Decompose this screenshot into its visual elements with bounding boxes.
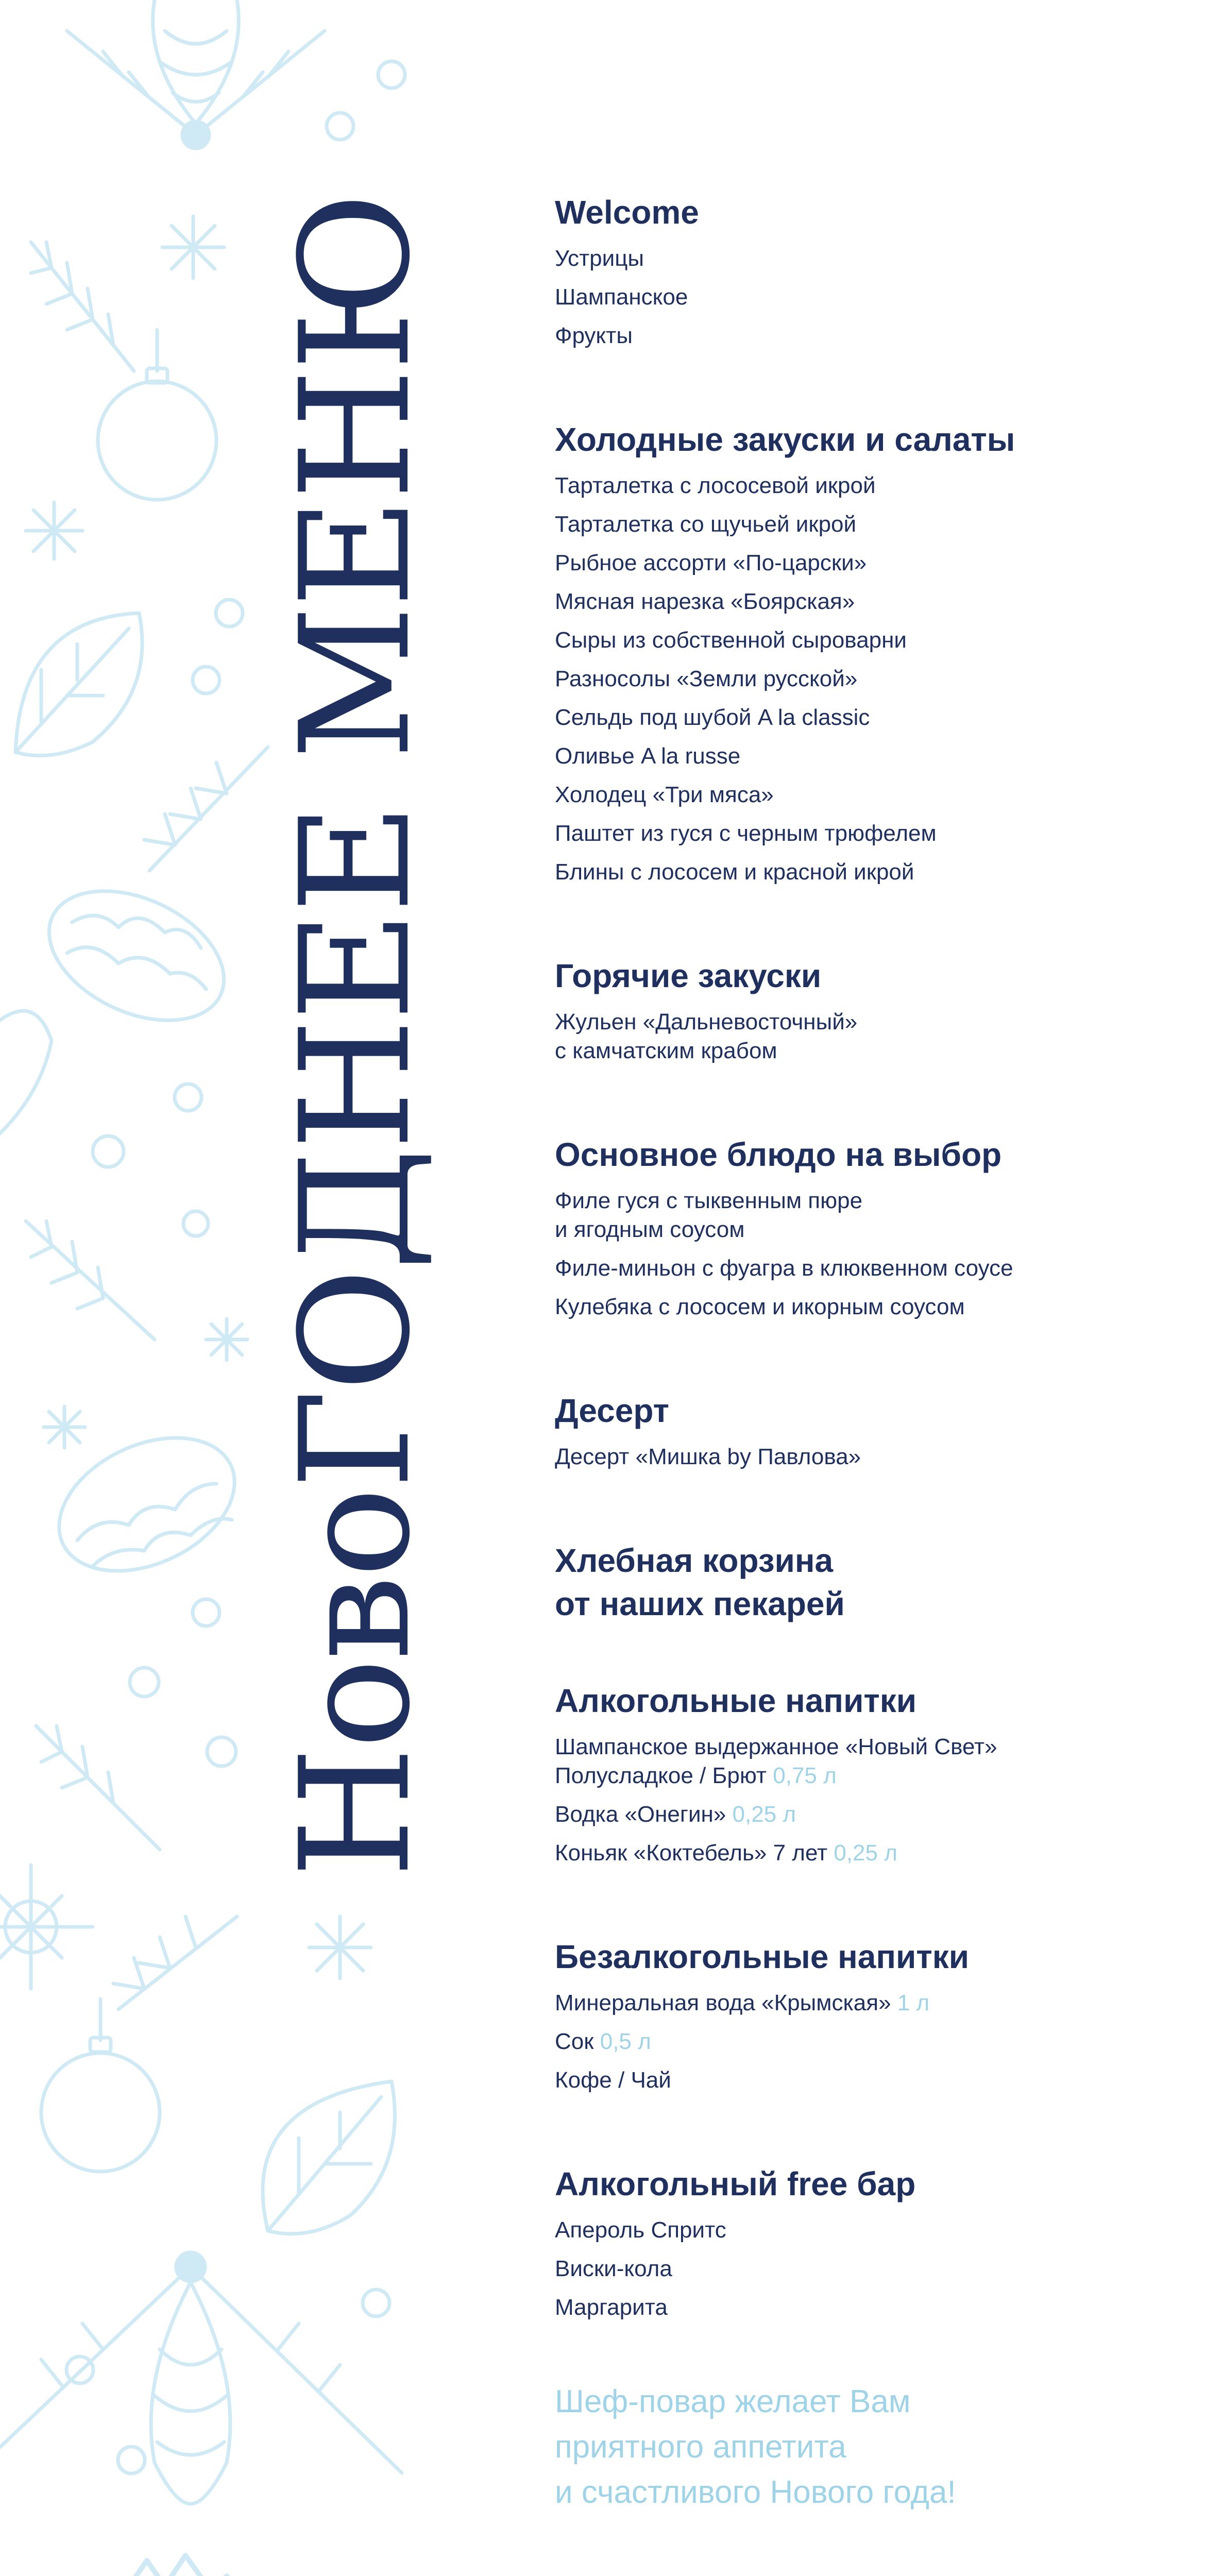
menu-item-line: с камчатским крабом — [555, 1038, 777, 1063]
christmas-ornament-icon — [41, 1999, 160, 2172]
menu-item — [555, 1800, 1199, 1829]
menu-item: Филе-миньон с фуагра в клюквенном соусе — [555, 1256, 1013, 1281]
menu-item: Рыбное ассорти «По-царски» — [555, 550, 867, 575]
leaf-icon — [15, 613, 142, 756]
volume-label: 0,75 л — [773, 1763, 837, 1788]
menu-item: Кофе / Чай — [555, 2067, 671, 2093]
menu-item — [555, 1839, 1199, 1868]
menu-content — [555, 191, 1199, 2515]
section-soft-drinks — [555, 1935, 1199, 2095]
volume-label: 1 л — [897, 1990, 930, 2015]
snowflake-icon — [0, 1865, 93, 1989]
pine-cone-icon — [0, 2252, 402, 2504]
section-title: Основное блюдо на выбор — [555, 1136, 1002, 1173]
menu-item: Тарталетка со щучьей икрой — [555, 512, 857, 537]
pine-cone-icon — [67, 0, 325, 148]
menu-item-line: и ягодным соусом — [555, 1217, 745, 1242]
snowflake-icon — [309, 1917, 371, 1978]
section-dessert — [555, 1389, 1199, 1471]
menu-item: Тарталетка с лососевой икрой — [555, 473, 876, 498]
menu-item — [555, 1008, 1199, 1065]
menu-item: Сыры из собственной сыроварни — [555, 628, 907, 653]
section-title: Алкогольный free бар — [555, 2165, 916, 2202]
snowflake-icon — [44, 1319, 247, 1448]
section-title: Холодные закуски и салаты — [555, 421, 1015, 458]
snowflake-icon — [26, 502, 82, 559]
menu-item: Мясная нарезка «Боярская» — [555, 589, 855, 614]
fir-branch-icon — [26, 1221, 155, 1340]
menu-item: Холодец «Три мяса» — [555, 782, 774, 807]
section-welcome — [555, 191, 1199, 350]
menu-item: Апероль Спритс — [555, 2217, 726, 2243]
volume-label: 0,25 л — [834, 1840, 897, 1866]
menu-item-line: Жульен «Дальневосточный» — [555, 1009, 858, 1035]
volume-label: 0,5 л — [600, 2029, 651, 2054]
menu-item: Разносолы «Земли русской» — [555, 666, 858, 691]
menu-item: Десерт «Мишка by Павлова» — [555, 1444, 861, 1469]
menu-item: Кулебяка с лососем и икорным соусом — [555, 1294, 965, 1319]
section-title: Алкогольные напитки — [555, 1682, 917, 1719]
volume-label: 0,25 л — [732, 1802, 796, 1827]
fir-branch-icon — [144, 747, 268, 871]
menu-item: Сельдь под шубой A la classic — [555, 705, 870, 730]
menu-item-text: Минеральная вода «Крымская» — [555, 1990, 891, 2015]
section-hot-appetizers — [555, 954, 1199, 1065]
section-title: Welcome — [555, 194, 699, 231]
menu-title: НовоГОДНЕЕ МЕНЮ — [268, 193, 443, 1878]
menu-item: Шампанское — [555, 284, 688, 310]
menu-item: Блины с лососем и красной икрой — [555, 859, 914, 885]
snowflake-icon — [162, 216, 224, 278]
christmas-ornament-icon — [98, 330, 216, 500]
menu-item-text: Сок — [555, 2029, 594, 2054]
menu-item — [555, 1989, 1199, 2018]
section-free-bar — [555, 2162, 1199, 2322]
menu-title-container — [268, 193, 443, 1878]
menu-item — [555, 2027, 1199, 2056]
chef-greeting — [555, 2379, 1199, 2515]
section-bread-basket — [555, 1539, 1199, 1625]
pine-cone-icon — [38, 1412, 256, 1598]
pine-cone-icon — [28, 865, 244, 1046]
menu-item-text: Водка «Онегин» — [555, 1802, 726, 1827]
menu-item — [555, 1187, 1199, 1244]
menu-item-text: Полусладкое / Брют — [555, 1763, 767, 1788]
menu-item — [555, 1733, 1199, 1790]
menu-item-line: Филе гуся с тыквенным пюре — [555, 1188, 863, 1213]
section-title: Десерт — [555, 1392, 669, 1429]
chef-greeting-line: приятного аппетита — [555, 2429, 846, 2465]
section-cold-appetizers — [555, 418, 1199, 887]
chef-greeting-line: и счастливого Нового года! — [555, 2475, 956, 2510]
fir-branch-icon — [31, 242, 134, 371]
fir-branch-icon — [36, 1726, 160, 1850]
fir-branch-icon — [113, 1917, 237, 2009]
section-title-line2: от наших пекарей — [555, 1585, 845, 1622]
section-alcoholic-drinks — [555, 1679, 1199, 1868]
menu-item: Виски-кола — [555, 2256, 672, 2281]
menu-item-text: Коньяк «Коктебель» 7 лет — [555, 1840, 828, 1866]
section-main-course — [555, 1133, 1199, 1321]
menu-item: Оливье A la russe — [555, 743, 741, 769]
menu-item-line — [555, 1761, 1199, 1790]
section-title: Хлебная корзина — [555, 1542, 834, 1579]
section-title: Безалкогольные напитки — [555, 1938, 970, 1975]
chef-greeting-line: Шеф-повар желает Вам — [555, 2384, 911, 2419]
menu-item-line: Шампанское выдержанное «Новый Свет» — [555, 1734, 997, 1759]
menu-item: Маргарита — [555, 2295, 668, 2320]
menu-item: Фрукты — [555, 323, 633, 348]
section-title: Горячие закуски — [555, 957, 822, 994]
mountain-logo-icon — [57, 2545, 314, 2576]
menu-item: Устрицы — [555, 246, 644, 271]
leaf-icon — [263, 2081, 395, 2234]
menu-item: Паштет из гуся с черным трюфелем — [555, 821, 937, 846]
